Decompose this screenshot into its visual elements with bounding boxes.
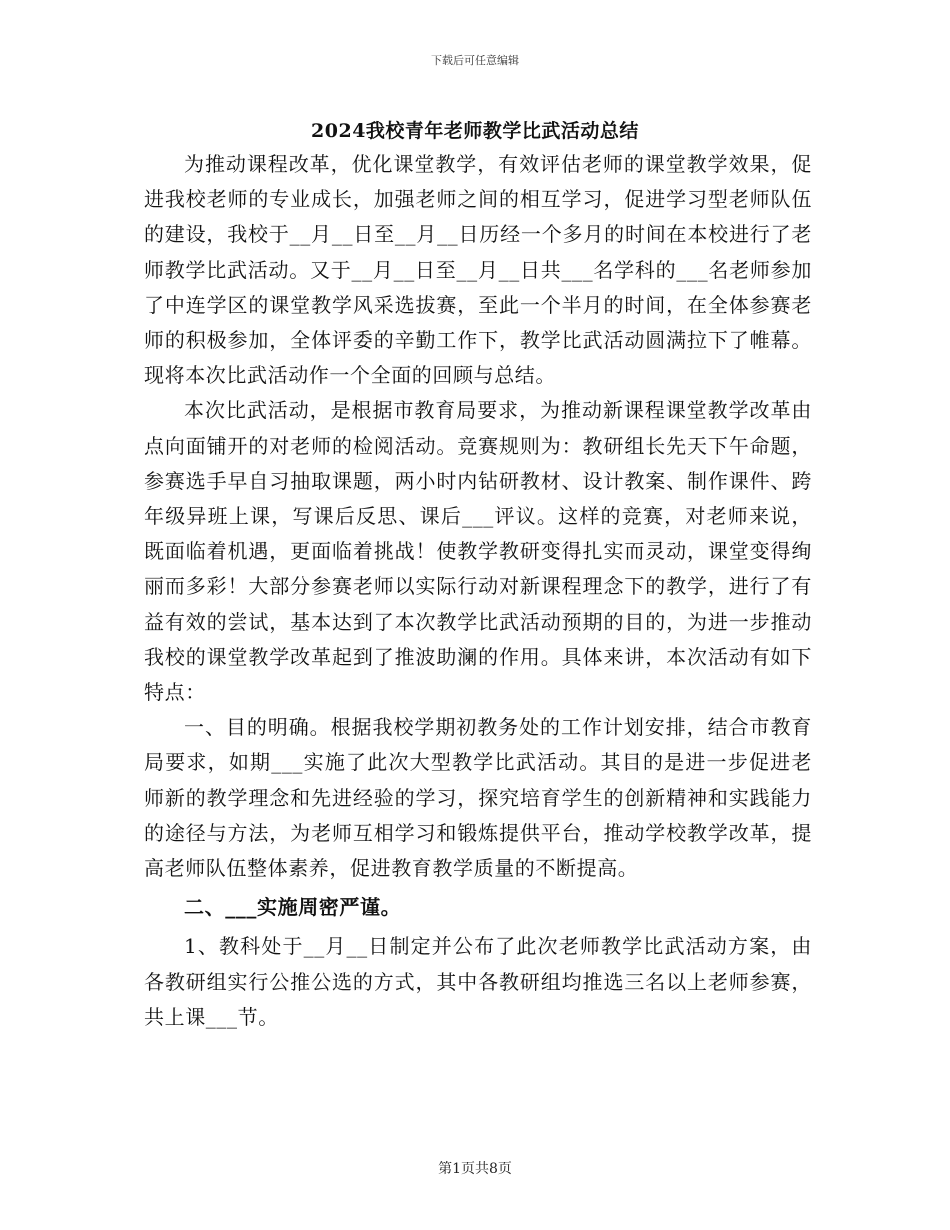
paragraph-intro: 为推动课程改革，优化课堂教学，有效评估老师的课堂教学效果，促进我校老师的专业成长，加强老师之间的相互学习，促进学习型老师队伍的建设，我校于__月__日至__月__日历经一个多月的时间在本校进行了老师教学比武活动。又于__月__日至__月__日共___名学科的___名老师参加了中连学区的课堂教学风采选拔赛，至此一个半月的时间，在全体参赛老师的积极参加，全体评委的辛勤工作下，教学比武活动圆满拉下了帷幕。现将本次比武活动作一个全面的回顾与总结。: [144, 152, 812, 388]
paragraph-section-1: 一、目的明确。根据我校学期初教务处的工作计划安排，结合市教育局要求，如期___实施了此次大型教学比武活动。其目的是进一步促进老师新的教学理念和先进经验的学习，探究培育学生的创新精神和实践能力的途径与方法，为老师互相学习和锻炼提供平台，推动学校教学改革，提高老师队伍整体素养，促进教育教学质量的不断提高。: [144, 715, 812, 881]
page-number-indicator: 第1页共8页: [438, 1161, 512, 1177]
page-header-note: 下载后可任意编辑: [431, 54, 519, 67]
document-title: 2024我校青年老师教学比武活动总结: [311, 120, 639, 142]
paragraph-rules: 本次比武活动，是根据市教育局要求，为推动新课程课堂教学改革由点向面铺开的对老师的检阅活动。竞赛规则为：教研组长先天下午命题，参赛选手早自习抽取课题，两小时内钻研教材、设计教案、制作课件、跨年级异班上课，写课后反思、课后___评议。这样的竞赛，对老师来说，既面临着机遇，更面临着挑战！使教学教研变得扎实而灵动，课堂变得绚丽而多彩！大部分参赛老师以实际行动对新课程理念下的教学，进行了有益有效的尝试，基本达到了本次教学比武活动预期的目的，为进一步推动我校的课堂教学改革起到了推波助澜的作用。具体来讲，本次活动有如下特点：: [144, 398, 812, 705]
paragraph-item-1: 1、教科处于__月__日制定并公布了此次老师教学比武活动方案，由各教研组实行公推公选的方式，其中各教研组均推选三名以上老师参赛，共上课___节。: [144, 934, 812, 1029]
document-body: [144, 147, 812, 1035]
section-heading-2: 二、___实施周密严谨。: [184, 895, 402, 920]
